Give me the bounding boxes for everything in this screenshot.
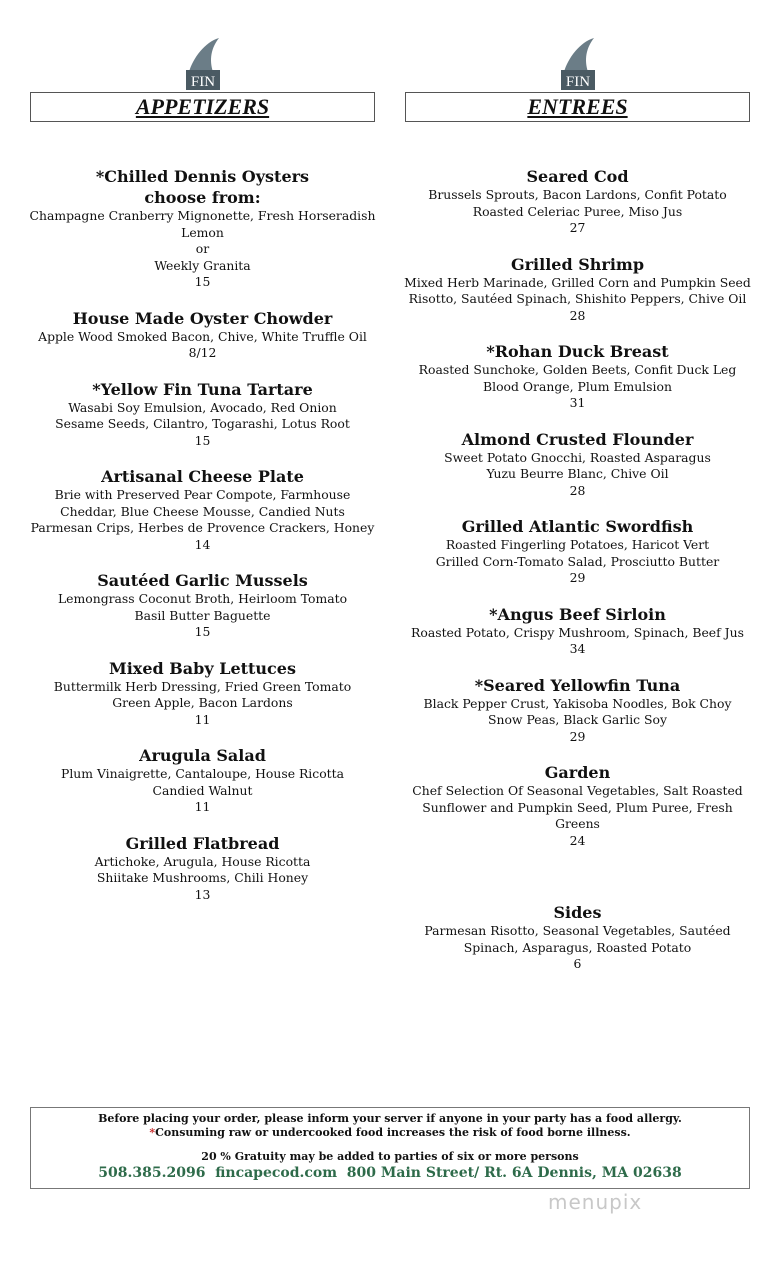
appetizers-column	[15, 166, 390, 920]
fin-shape	[189, 38, 219, 72]
menu-item-description: 15	[194, 624, 211, 639]
menu-item-description: Buttermilk Herb Dressing, Fried Green Tomato	[53, 678, 352, 694]
menu-item	[15, 570, 390, 641]
menu-item-name: House Made Oyster Chowder	[72, 308, 333, 328]
menu-item-description: Brie with Preserved Pear Compote, Farmhouse	[54, 487, 351, 502]
fin-shape	[564, 38, 594, 72]
menu-item-description: Risotto, Sautéed Spinach, Shishito Peppers, Chive Oil	[408, 291, 747, 306]
menu-item-name: *Rohan Duck Breast	[486, 342, 669, 361]
menu-item-description: Greens	[555, 816, 600, 831]
watermark: menupix	[548, 1190, 643, 1214]
fin-logo-right	[558, 36, 598, 92]
menu-item-description: Sesame Seeds, Cilantro, Togarashi, Lotus Root	[55, 416, 350, 431]
menu-item-description: Roasted Sunchoke, Golden Beets, Confit Duck Leg	[418, 362, 737, 377]
menu-item	[390, 762, 765, 849]
menu-item	[15, 208, 390, 291]
menu-item-description: Grilled Corn-Tomato Salad, Prosciutto Butter	[435, 553, 720, 569]
fin-logo-icon	[183, 36, 223, 92]
menu-item-description: Apple Wood Smoked Bacon, Chive, White Truffle Oil	[38, 328, 367, 344]
menu-item-description: Chef Selection Of Seasonal Vegetables, Salt Roasted	[412, 783, 743, 798]
menu-item-description: Blood Orange, Plum Emulsion	[483, 378, 672, 394]
menu-item-description: Cheddar, Blue Cheese Mousse, Candied Nuts	[60, 503, 345, 519]
menu-item-description: Parmesan Crips, Herbes de Provence Crackers, Honey	[30, 520, 375, 535]
menu-item-name: *Chilled Dennis Oysters	[95, 167, 310, 186]
allergy-notice: Before placing your order, please inform your server if anyone in your party has a food allergy.	[98, 1112, 682, 1125]
menu-item-description: Roasted Celeriac Puree, Miso Jus	[472, 203, 683, 219]
entrees-column	[390, 166, 765, 990]
menu-item-description: Lemon	[181, 224, 224, 240]
menu-item-name: Sautéed Garlic Mussels	[97, 571, 308, 590]
menu-item-description: 31	[569, 395, 586, 410]
menu-item-name: Arugula Salad	[139, 746, 266, 765]
menu-item-name: Grilled Flatbread	[125, 833, 280, 853]
menu-item-description: Weekly Granita	[154, 257, 251, 273]
menu-item-description: 6	[573, 956, 582, 971]
gratuity-notice: 20 % Gratuity may be added to parties of six or more persons	[201, 1150, 579, 1163]
menu-item-name: Artisanal Cheese Plate	[101, 467, 304, 486]
menu-item-description: 34	[569, 641, 586, 656]
menu-item-name: Grilled Atlantic Swordfish	[461, 517, 694, 536]
menu-item-description: Sweet Potato Gnocchi, Roasted Asparagus	[444, 449, 711, 465]
menu-item	[15, 466, 390, 553]
menu-item	[390, 341, 765, 412]
menu-item	[390, 516, 765, 587]
menu-item-description: Black Pepper Crust, Yakisoba Noodles, Bok Choy	[423, 695, 732, 711]
menu-item-description: 24	[569, 832, 586, 848]
menu-item-name: Seared Cod	[526, 167, 629, 186]
menu-item	[15, 166, 390, 208]
contact-info: 508.385.2096 fincapecod.com 800 Main Street/ Rt. 6A Dennis, MA 02638	[98, 1165, 682, 1181]
menu-item-description: 28	[569, 482, 586, 498]
logo-text: FIN	[190, 74, 216, 90]
spacer	[390, 866, 765, 902]
menu-item	[390, 604, 765, 658]
menu-item-name: *Yellow Fin Tuna Tartare	[92, 379, 313, 399]
menu-item	[15, 745, 390, 816]
menu-item-description: Parmesan Risotto, Seasonal Vegetables, Sautéed	[424, 923, 731, 938]
menu-item-description: Artichoke, Arugula, House Ricotta	[94, 853, 311, 869]
menu-item	[15, 658, 390, 729]
menu-item-description: Mixed Herb Marinade, Grilled Corn and Pumpkin Seed	[404, 274, 751, 290]
menu-item	[390, 429, 765, 500]
appetizers-heading: APPETIZERS	[30, 92, 375, 122]
menu-item-name: Grilled Shrimp	[510, 254, 645, 274]
menu-item-description: Spinach, Asparagus, Roasted Potato	[463, 939, 692, 955]
menu-item	[390, 675, 765, 746]
menu-item-description: Sunflower and Pumpkin Seed, Plum Puree, Fresh	[422, 799, 733, 815]
menu-item-description: Candied Walnut	[152, 782, 253, 798]
menu-item-description: Plum Vinaigrette, Cantaloupe, House Ricotta	[60, 766, 345, 781]
menu-item	[390, 902, 765, 973]
menu-item-description: Snow Peas, Black Garlic Soy	[487, 712, 667, 727]
menu-item-description: Basil Butter Baguette	[134, 607, 271, 623]
menu-item	[15, 379, 390, 450]
menu-item-description: Green Apple, Bacon Lardons	[112, 695, 293, 710]
menu-item-name: Garden	[544, 763, 611, 782]
fin-logo-icon	[558, 36, 598, 92]
menu-item	[15, 833, 390, 904]
fin-logo-left	[183, 36, 223, 92]
logo-text: FIN	[565, 74, 591, 90]
menu-item-description: Champagne Cranberry Mignonette, Fresh Horseradish	[29, 208, 376, 223]
menu-item	[15, 308, 390, 362]
menu-item-name: *Angus Beef Sirloin	[489, 604, 666, 624]
menu-item-description: Roasted Potato, Crispy Mushroom, Spinach, Beef Jus	[411, 624, 744, 640]
menu-item-description: 13	[194, 886, 211, 902]
menu-item-description: 14	[194, 536, 211, 552]
menu-item-description: 15	[194, 274, 211, 289]
menu-item-description: Yuzu Beurre Blanc, Chive Oil	[486, 466, 669, 481]
menu-item-description: 15	[194, 432, 211, 448]
menu-item-description: or	[195, 241, 210, 256]
raw-food-star: *	[149, 1126, 156, 1139]
menu-item-name: Sides	[553, 903, 602, 922]
menu-item-description: choose from:	[144, 188, 261, 207]
menu-item-description: Shiitake Mushrooms, Chili Honey	[96, 870, 309, 885]
footer-notice	[30, 1107, 750, 1189]
menu-item-description: 11	[194, 711, 211, 727]
menu-item-description: Wasabi Soy Emulsion, Avocado, Red Onion	[68, 399, 337, 415]
menu-item-name: Mixed Baby Lettuces	[109, 658, 296, 678]
menu-item-description: 28	[569, 307, 586, 323]
raw-food-text: Consuming raw or undercooked food increases the risk of food borne illness.	[155, 1126, 631, 1139]
menu-item-description: Lemongrass Coconut Broth, Heirloom Tomato	[57, 591, 348, 606]
menu-item-description: 29	[569, 728, 586, 744]
menu-item	[390, 254, 765, 325]
menu-item-name: *Seared Yellowfin Tuna	[474, 675, 681, 695]
menu-item-description: 11	[194, 799, 211, 814]
menu-item	[390, 166, 765, 237]
raw-food-warning	[31, 1126, 749, 1140]
entrees-heading: ENTREES	[405, 92, 750, 122]
menu-item-description: Roasted Fingerling Potatoes, Haricot Vert	[445, 537, 710, 552]
menu-item-description: 29	[569, 570, 586, 585]
menu-item-description: 8/12	[188, 345, 217, 360]
menu-item-name: Almond Crusted Flounder	[461, 429, 694, 449]
menu-item-description: Brussels Sprouts, Bacon Lardons, Confit Potato	[428, 187, 727, 202]
menu-item-description: 27	[569, 220, 586, 235]
